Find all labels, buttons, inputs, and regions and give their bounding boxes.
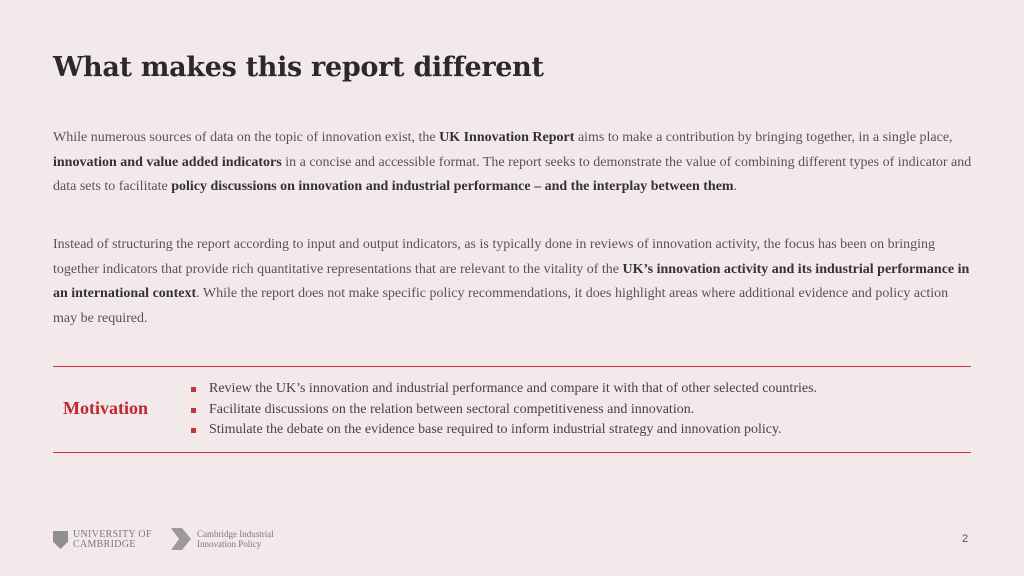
page-title: What makes this report different [53, 52, 544, 83]
list-item [191, 400, 817, 421]
list-item-text: Review the UK’s innovation and industrial performance and compare it with that of other selected countries. [209, 381, 818, 396]
motivation-list [191, 379, 817, 441]
crest-icon [53, 531, 68, 549]
page-number: 2 [962, 533, 969, 545]
cip-logo [171, 528, 274, 550]
university-line1: UNIVERSITY OF [73, 529, 152, 540]
list-item-text: Facilitate discussions on the relation between sectoral competitiveness and innovation. [209, 401, 695, 417]
university-line2: CAMBRIDGE [73, 539, 136, 550]
bullet-icon [191, 387, 196, 392]
list-item [191, 379, 817, 400]
cip-line2: Innovation Policy [197, 539, 262, 549]
text-run: . [733, 179, 738, 194]
text-run: Instead of structuring the report according to input and output indicators, as is typically done in reviews of innovation activity, the focus has been on bringing together indicators that provide rich quantitative representations that are relevant to the vitality of the [53, 237, 936, 277]
university-logo [53, 529, 152, 551]
list-item-text: Stimulate the debate on the evidence base required to inform industrial strategy and innovation policy. [209, 422, 782, 437]
bold-run: UK Innovation Report [439, 130, 575, 145]
approach-paragraph [53, 233, 973, 331]
chevron-logo-icon [171, 528, 191, 550]
university-name [73, 530, 152, 550]
text-run: While numerous sources of data on the topic of innovation exist, the [53, 130, 440, 145]
text-run: . While the report does not make specific policy recommendations, it does highlight areas where additional evidence and policy action may be required. [53, 286, 949, 326]
intro-paragraph [53, 126, 973, 200]
bold-run: innovation and value added indicators [53, 154, 282, 170]
list-item [191, 420, 817, 441]
motivation-label: Motivation [63, 398, 148, 418]
cip-line1: Cambridge Industrial [197, 529, 274, 539]
text-run: aims to make a contribution by bringing together, in a single place, [574, 130, 953, 145]
cip-name [197, 529, 274, 549]
motivation-box [53, 366, 971, 453]
bold-run: policy discussions on innovation and industrial performance – and the interplay between them [171, 179, 734, 194]
bullet-icon [191, 428, 196, 433]
bold-run: UK’s innovation activity and its industrial performance in an international context [53, 261, 970, 301]
bullet-icon [191, 408, 196, 413]
text-run: in a concise and accessible format. The report seeks to demonstrate the value of combining different types of indicator and data sets to facilitate [53, 154, 972, 194]
